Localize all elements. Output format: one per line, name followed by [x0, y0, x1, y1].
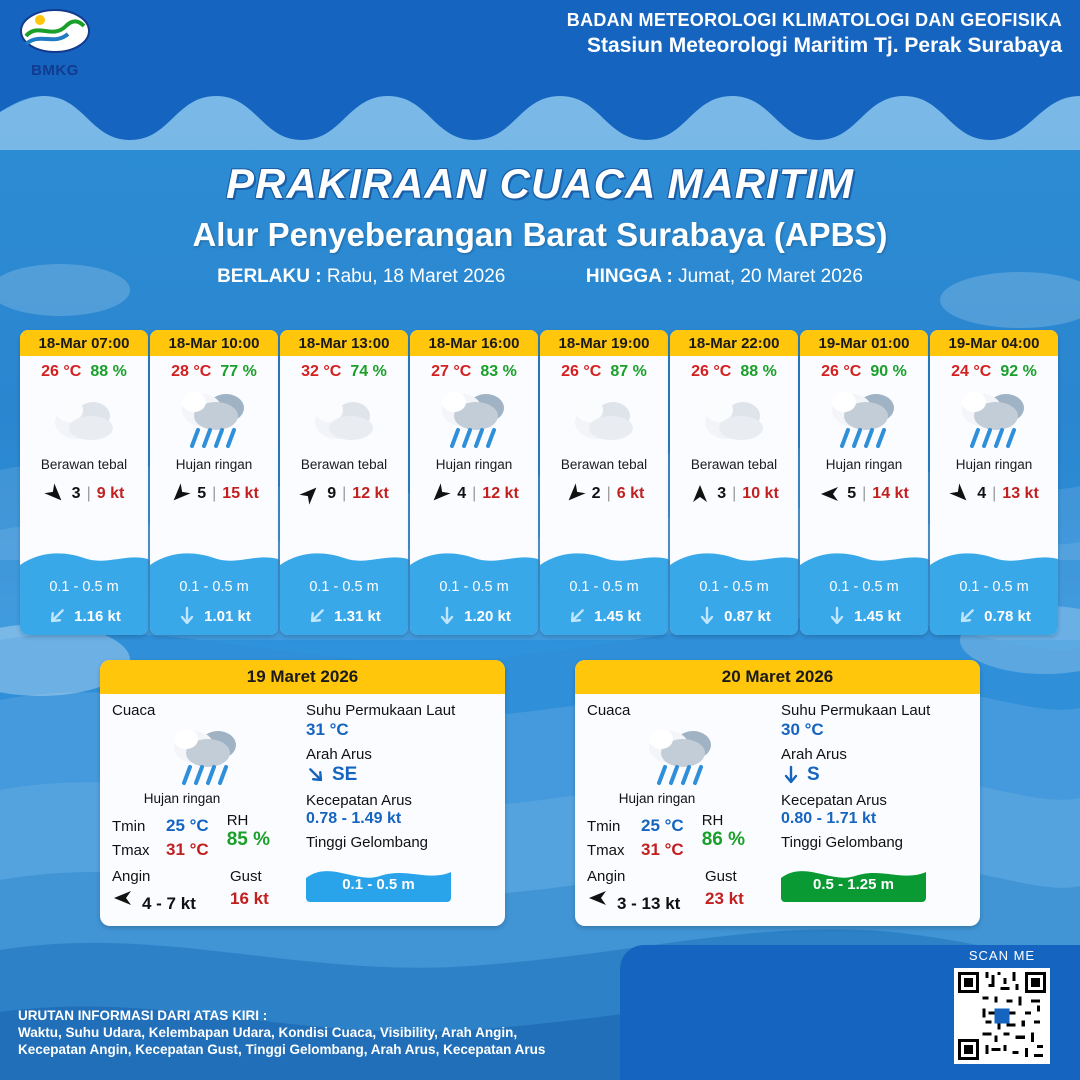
card-temp-humidity: [410, 356, 538, 383]
daily-sst-label: Suhu Permukaan Laut: [306, 702, 456, 719]
valid-from-label: BERLAKU :: [217, 266, 322, 287]
card-current-speed: 1.45 kt: [854, 607, 901, 625]
card-weather-icon: [150, 383, 278, 455]
daily-tmax: 31 °C: [166, 840, 209, 859]
wind-direction-icon: [429, 483, 451, 505]
card-wind-speed: 9 kt: [96, 485, 125, 502]
card-current: [280, 605, 408, 627]
card-wave-crest: [800, 549, 928, 565]
daily-gust: 16 kt: [230, 889, 269, 908]
card-condition: Hujan ringan: [175, 457, 253, 472]
card-condition: Hujan ringan: [825, 457, 903, 472]
daily-date: 20 Maret 2026: [575, 660, 980, 694]
card-condition: Hujan ringan: [435, 457, 513, 472]
current-direction-icon: [307, 605, 327, 627]
card-wave-crest: [540, 549, 668, 565]
card-wave-height: 0.1 - 0.5 m: [699, 579, 769, 595]
card-humidity: 74 %: [350, 363, 387, 380]
card-temp-humidity: [280, 356, 408, 383]
daily-forecast-row: [100, 660, 980, 926]
daily-gust: 23 kt: [705, 889, 744, 908]
card-wind: 2 | 6 kt: [540, 472, 668, 516]
wind-direction-icon: [299, 483, 321, 505]
cloudy-icon: [697, 388, 771, 450]
card-wind-visibility: 5: [197, 485, 207, 502]
daily-tmin-label: Tmin: [112, 818, 146, 835]
legend-line-2: Kecepatan Angin, Kecepatan Gust, Tinggi Gelombang, Arah Arus, Kecepatan Arus: [18, 1042, 546, 1057]
card-condition: Berawan tebal: [690, 457, 778, 472]
card-temperature: 26 °C: [561, 363, 602, 380]
card-temperature: 24 °C: [951, 363, 992, 380]
rain-icon: [174, 384, 254, 454]
daily-sst: 30 °C: [781, 720, 824, 739]
card-current: [410, 605, 538, 627]
card-wind-speed: 12 kt: [352, 485, 389, 502]
daily-date: 19 Maret 2026: [100, 660, 505, 694]
card-wind: 5 | 14 kt: [800, 472, 928, 516]
wind-direction-icon: [44, 483, 66, 505]
card-current-speed: 1.16 kt: [74, 607, 121, 625]
card-temperature: 26 °C: [41, 363, 82, 380]
qr-code-icon: [958, 972, 1046, 1060]
bmkg-logo: [16, 6, 94, 82]
daily-rh: 85 %: [226, 829, 271, 850]
card-current-speed: 1.45 kt: [594, 607, 641, 625]
current-direction-icon: [306, 764, 326, 786]
daily-tmax-label: Tmax: [112, 842, 150, 859]
current-direction-icon: [437, 605, 457, 627]
daily-current-speed-label: Kecepatan Arus: [306, 792, 412, 809]
card-time: 18-Mar 13:00: [280, 330, 408, 356]
card-weather-icon: [930, 383, 1058, 455]
card-current: [20, 605, 148, 627]
bmkg-logo-icon: [18, 6, 92, 56]
card-temp-humidity: [670, 356, 798, 383]
scan-me-label: SCAN ME: [968, 948, 1036, 963]
daily-current-dir: S: [807, 764, 820, 785]
cloudy-icon: [47, 388, 121, 450]
card-weather-icon: [670, 383, 798, 455]
card-humidity: 77 %: [220, 363, 257, 380]
card-condition: Hujan ringan: [955, 457, 1033, 472]
card-temp-humidity: [20, 356, 148, 383]
daily-angin: 4 - 7 kt: [142, 894, 196, 913]
card-current-speed: 0.78 kt: [984, 607, 1031, 625]
rain-icon: [824, 384, 904, 454]
scan-me-block: [942, 948, 1062, 1064]
card-humidity: 88 %: [90, 363, 127, 380]
card-wind-speed: 12 kt: [482, 485, 519, 502]
daily-rh-label: RH: [701, 812, 724, 829]
card-humidity: 87 %: [610, 363, 647, 380]
card-wind-visibility: 3: [71, 485, 81, 502]
card-temperature: 32 °C: [301, 363, 342, 380]
daily-wave-height: 0.1 - 0.5 m: [342, 876, 415, 893]
card-wind: 3 | 9 kt: [20, 472, 148, 516]
card-weather-icon: [20, 383, 148, 455]
qr-code[interactable]: [954, 968, 1050, 1064]
card-wind: 4 | 13 kt: [930, 472, 1058, 516]
card-time: 19-Mar 04:00: [930, 330, 1058, 356]
daily-angin: 3 - 13 kt: [617, 894, 681, 913]
daily-current-speed: 0.78 - 1.49 kt: [306, 810, 402, 827]
daily-wave-label: Tinggi Gelombang: [781, 834, 904, 851]
daily-weather-icon: [587, 721, 775, 791]
card-temp-humidity: [930, 356, 1058, 383]
card-wave-height: 0.1 - 0.5 m: [309, 579, 379, 595]
wind-direction-icon: [112, 887, 134, 909]
card-time: 19-Mar 01:00: [800, 330, 928, 356]
card-wind-visibility: 2: [591, 485, 601, 502]
hourly-forecast-card: [20, 330, 148, 635]
daily-wave-chip: [306, 856, 451, 902]
current-direction-icon: [47, 605, 67, 627]
card-time: 18-Mar 16:00: [410, 330, 538, 356]
card-wave-height: 0.1 - 0.5 m: [569, 579, 639, 595]
page-header: [0, 0, 1080, 92]
card-wind: 9 | 12 kt: [280, 472, 408, 516]
org-line-2: Stasiun Meteorologi Maritim Tj. Perak Surabaya: [587, 34, 1062, 57]
card-weather-icon: [540, 383, 668, 455]
card-wave-crest: [280, 549, 408, 565]
wind-direction-icon: [587, 887, 609, 909]
card-current-speed: 1.20 kt: [464, 607, 511, 625]
card-wave-height: 0.1 - 0.5 m: [959, 579, 1029, 595]
card-wave-crest: [20, 549, 148, 565]
current-direction-icon: [697, 605, 717, 627]
daily-gust-label: Gust: [705, 868, 737, 885]
daily-wave-chip: [781, 856, 926, 902]
card-current: [670, 605, 798, 627]
bmkg-logo-label: BMKG: [31, 62, 79, 79]
current-direction-icon: [781, 764, 801, 786]
valid-to-value: Jumat, 20 Maret 2026: [678, 266, 863, 287]
card-humidity: 90 %: [870, 363, 907, 380]
wind-direction-icon: [949, 483, 971, 505]
card-condition: Berawan tebal: [40, 457, 128, 472]
hourly-forecast-card: [150, 330, 278, 635]
card-temperature: 28 °C: [171, 363, 212, 380]
validity-row: [0, 266, 1080, 288]
daily-current-speed-label: Kecepatan Arus: [781, 792, 887, 809]
card-wind-speed: 6 kt: [616, 485, 645, 502]
wind-direction-icon: [169, 483, 191, 505]
footer-legend: [0, 994, 610, 1080]
legend-line-1: Waktu, Suhu Udara, Kelembapan Udara, Kondisi Cuaca, Visibility, Arah Angin,: [18, 1025, 518, 1040]
card-time: 18-Mar 19:00: [540, 330, 668, 356]
card-current-speed: 0.87 kt: [724, 607, 771, 625]
card-current: [540, 605, 668, 627]
wind-direction-icon: [689, 483, 711, 505]
card-wind-visibility: 3: [717, 485, 727, 502]
card-wave-height: 0.1 - 0.5 m: [829, 579, 899, 595]
card-wave-height: 0.1 - 0.5 m: [49, 579, 119, 595]
card-wave-height: 0.1 - 0.5 m: [179, 579, 249, 595]
hourly-forecast-card: [410, 330, 538, 635]
daily-cuaca-label: Cuaca: [112, 702, 156, 719]
daily-weather-icon: [112, 721, 300, 791]
cloudy-icon: [567, 388, 641, 450]
daily-tmax-label: Tmax: [587, 842, 625, 859]
card-wind-visibility: 4: [977, 485, 987, 502]
daily-current-dir-label: Arah Arus: [306, 746, 372, 763]
card-wave-height: 0.1 - 0.5 m: [439, 579, 509, 595]
card-temp-humidity: [150, 356, 278, 383]
card-humidity: 88 %: [740, 363, 777, 380]
card-wind-speed: 14 kt: [872, 485, 909, 502]
legend-title: URUTAN INFORMASI DARI ATAS KIRI :: [18, 1008, 268, 1023]
card-wind-speed: 10 kt: [742, 485, 779, 502]
card-condition: Berawan tebal: [300, 457, 388, 472]
card-current-speed: 1.01 kt: [204, 607, 251, 625]
card-temp-humidity: [800, 356, 928, 383]
daily-sst-label: Suhu Permukaan Laut: [781, 702, 931, 719]
card-wave-crest: [670, 549, 798, 565]
daily-tmin: 25 °C: [166, 816, 209, 835]
current-direction-icon: [827, 605, 847, 627]
daily-forecast-panel: [575, 660, 980, 926]
daily-angin-label: Angin: [112, 868, 151, 885]
rain-icon: [641, 721, 721, 791]
valid-to-label: HINGGA :: [585, 266, 673, 287]
card-wind: 4 | 12 kt: [410, 472, 538, 516]
card-wind-visibility: 4: [457, 485, 467, 502]
valid-from-value: Rabu, 18 Maret 2026: [326, 266, 506, 287]
daily-rh: 86 %: [701, 829, 746, 850]
card-temperature: 26 °C: [821, 363, 862, 380]
daily-wave-label: Tinggi Gelombang: [306, 834, 429, 851]
hourly-forecast-card: [670, 330, 798, 635]
hourly-forecast-card: [280, 330, 408, 635]
page-title: PRAKIRAAN CUACA MARITIM: [225, 160, 855, 207]
page-subtitle: Alur Penyeberangan Barat Surabaya (APBS): [192, 216, 888, 253]
cloudy-icon: [307, 388, 381, 450]
card-temp-humidity: [540, 356, 668, 383]
card-humidity: 83 %: [480, 363, 517, 380]
hourly-forecast-card: [930, 330, 1058, 635]
current-direction-icon: [177, 605, 197, 627]
daily-rh-label: RH: [226, 812, 249, 829]
card-wave-crest: [150, 549, 278, 565]
card-condition: Berawan tebal: [560, 457, 648, 472]
card-current: [150, 605, 278, 627]
daily-current-speed: 0.80 - 1.71 kt: [781, 810, 877, 827]
wind-direction-icon: [819, 483, 841, 505]
card-time: 18-Mar 07:00: [20, 330, 148, 356]
card-temperature: 26 °C: [691, 363, 732, 380]
wind-direction-icon: [564, 483, 586, 505]
card-current-speed: 1.31 kt: [334, 607, 381, 625]
card-wave-crest: [410, 549, 538, 565]
daily-current-dir-label: Arah Arus: [781, 746, 847, 763]
hourly-forecast-row: [20, 330, 1062, 635]
title-block: [0, 160, 1080, 288]
card-wind-speed: 15 kt: [222, 485, 259, 502]
card-wave-crest: [930, 549, 1058, 565]
header-org-text: [567, 10, 1062, 58]
daily-gust-label: Gust: [230, 868, 262, 885]
daily-wave-height: 0.5 - 1.25 m: [813, 876, 894, 893]
card-humidity: 92 %: [1000, 363, 1037, 380]
org-line-1: BADAN METEOROLOGI KLIMATOLOGI DAN GEOFISIKA: [566, 10, 1062, 30]
daily-current-dir: SE: [332, 764, 358, 785]
rain-icon: [434, 384, 514, 454]
daily-forecast-panel: [100, 660, 505, 926]
hourly-forecast-card: [800, 330, 928, 635]
card-current: [800, 605, 928, 627]
card-wind-visibility: 9: [327, 485, 337, 502]
rain-icon: [166, 721, 246, 791]
card-weather-icon: [280, 383, 408, 455]
card-time: 18-Mar 22:00: [670, 330, 798, 356]
current-direction-icon: [957, 605, 977, 627]
hourly-forecast-card: [540, 330, 668, 635]
card-weather-icon: [800, 383, 928, 455]
daily-condition: Hujan ringan: [143, 791, 221, 806]
card-wind-visibility: 5: [847, 485, 857, 502]
daily-cuaca-label: Cuaca: [587, 702, 631, 719]
daily-tmax: 31 °C: [641, 840, 684, 859]
daily-tmin-label: Tmin: [587, 818, 621, 835]
card-wind: 3 | 10 kt: [670, 472, 798, 516]
daily-condition: Hujan ringan: [618, 791, 696, 806]
rain-icon: [954, 384, 1034, 454]
daily-angin-label: Angin: [587, 868, 626, 885]
card-weather-icon: [410, 383, 538, 455]
card-wind-speed: 13 kt: [1002, 485, 1039, 502]
daily-tmin: 25 °C: [641, 816, 684, 835]
card-current: [930, 605, 1058, 627]
card-time: 18-Mar 10:00: [150, 330, 278, 356]
card-temperature: 27 °C: [431, 363, 472, 380]
current-direction-icon: [567, 605, 587, 627]
daily-sst: 31 °C: [306, 720, 349, 739]
card-wind: 5 | 15 kt: [150, 472, 278, 516]
